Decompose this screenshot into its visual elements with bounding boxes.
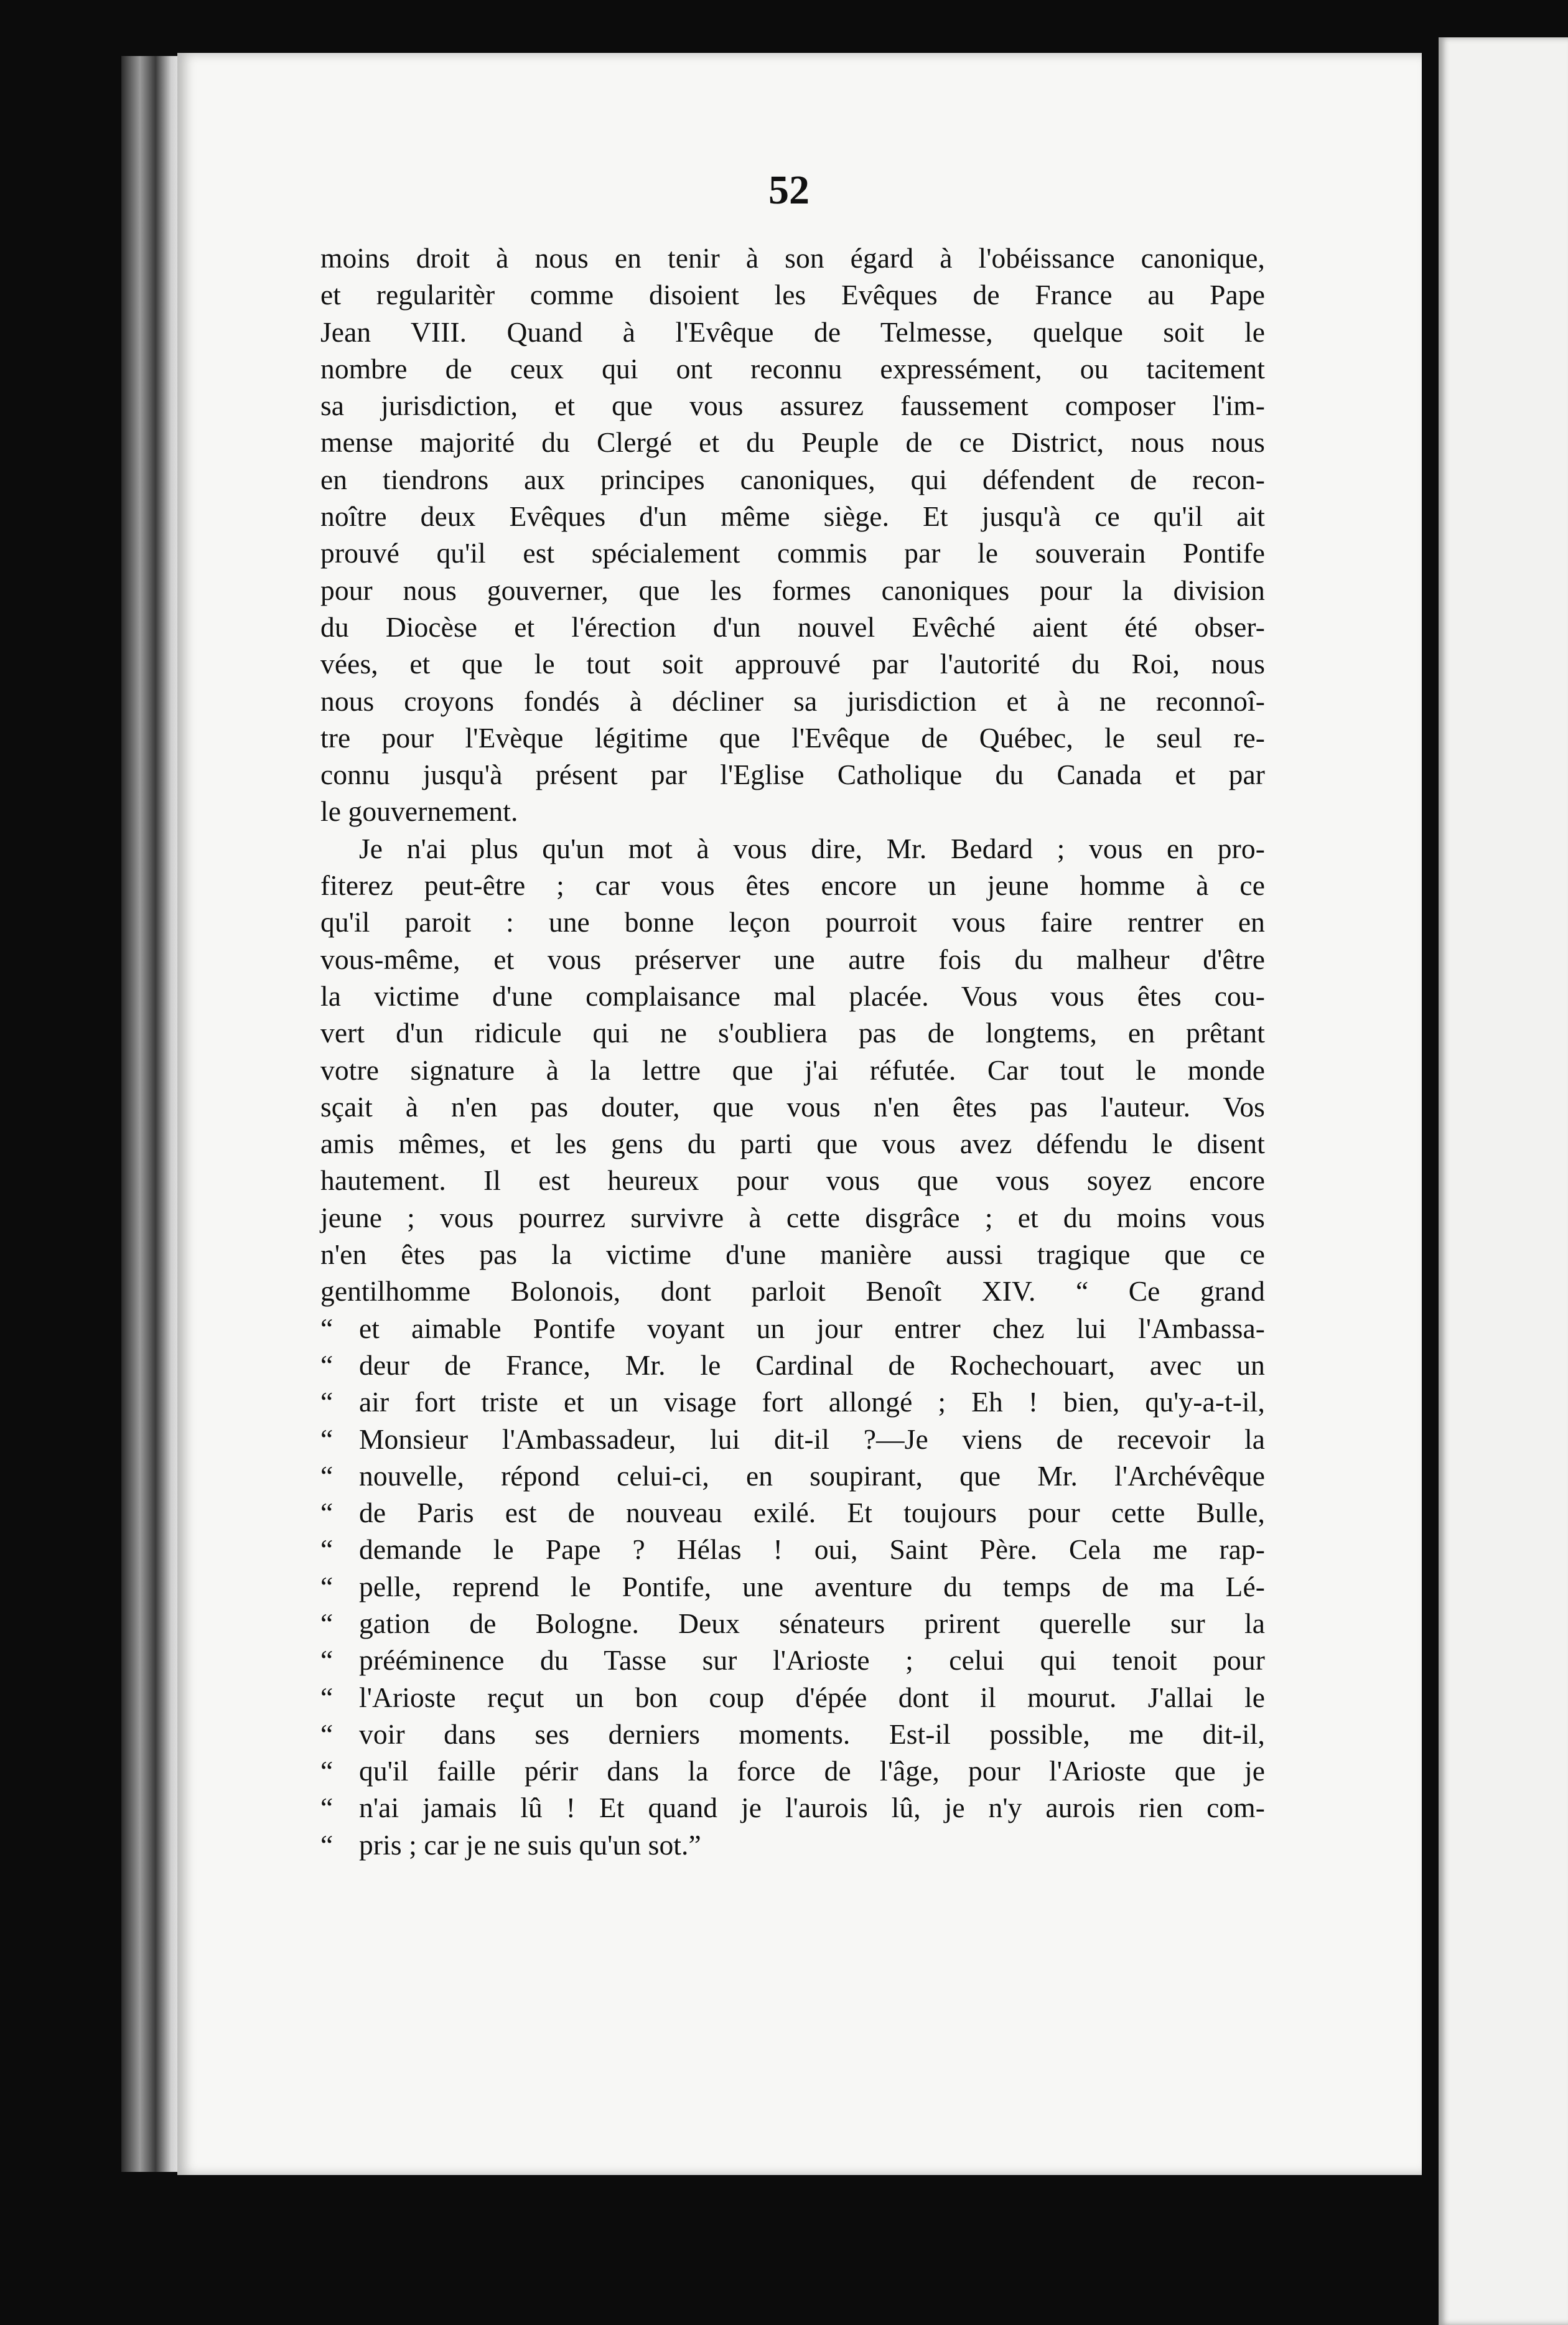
text-line: pour nous gouverner, que les formes canoniques pour la division [320, 574, 1265, 606]
body-text [320, 240, 1265, 1863]
text-line: connu jusqu'à présent par l'Eglise Catholique du Canada et par [320, 759, 1265, 791]
text-line: “ gation de Bologne. Deux sénateurs prirent querelle sur la [320, 1605, 1265, 1642]
text-line: en tiendrons aux principes canoniques, qui défendent de recon- [320, 463, 1265, 495]
text-line: qu'il paroit : une bonne leçon pourroit vous faire rentrer en [320, 906, 1265, 938]
text-line: “ pris ; car je ne suis qu'un sot.” [320, 1827, 1265, 1863]
text-line: fiterez peut-être ; car vous êtes encore un jeune homme à ce [320, 869, 1265, 902]
text-line: “ Monsieur l'Ambassadeur, lui dit-il ?—Je viens de recevoir la [320, 1421, 1265, 1457]
text-line: nous croyons fondés à décliner sa jurisdiction et à ne reconnoî- [320, 685, 1265, 717]
text-line: gentilhomme Bolonois, dont parloit Benoît XIV. “ Ce grand [320, 1275, 1265, 1308]
facing-page-edge [1439, 37, 1568, 2325]
text-line: n'en êtes pas la victime d'une manière aussi tragique que ce [320, 1238, 1265, 1271]
text-line: “ de Paris est de nouveau exilé. Et toujours pour cette Bulle, [320, 1494, 1265, 1531]
text-line: prouvé qu'il est spécialement commis par le souverain Pontife [320, 537, 1265, 569]
page-number: 52 [768, 167, 810, 213]
text-line: “ prééminence du Tasse sur l'Arioste ; celui qui tenoit pour [320, 1642, 1265, 1678]
text-line: “ l'Arioste reçut un bon coup d'épée dont il mourut. J'allai le [320, 1679, 1265, 1716]
text-line: sa jurisdiction, et que vous assurez faussement composer l'im- [320, 390, 1265, 422]
text-line: “ qu'il faille périr dans la force de l'âge, pour l'Arioste que je [320, 1752, 1265, 1789]
text-line: nombre de ceux qui ont reconnu expressément, ou tacitement [320, 352, 1265, 385]
text-line: jeune ; vous pourrez survivre à cette disgrâce ; et du moins vous [320, 1201, 1265, 1233]
text-line: “ demande le Pape ? Hélas ! oui, Saint Père. Cela me rap- [320, 1531, 1265, 1568]
text-line: “ pelle, reprend le Pontife, une aventure du temps de ma Lé- [320, 1568, 1265, 1605]
text-line: “ n'ai jamais lû ! Et quand je l'aurois lû, je n'y aurois rien com- [320, 1789, 1265, 1826]
text-line: moins droit à nous en tenir à son égard à l'obéissance canonique, [320, 242, 1265, 274]
text-line: mense majorité du Clergé et du Peuple de ce District, nous nous [320, 426, 1265, 459]
text-line: “ et aimable Pontife voyant un jour entrer chez lui l'Ambassa- [320, 1310, 1265, 1347]
text-line: le gouvernement. [320, 795, 518, 828]
page-edge-shadow [121, 56, 184, 2172]
text-line: et regularitèr comme disoient les Evêques de France au Pape [320, 279, 1265, 311]
text-line: “ air fort triste et un visage fort allongé ; Eh ! bien, qu'y-a-t-il, [320, 1383, 1265, 1420]
text-line: hautement. Il est heureux pour vous que vous soyez encore [320, 1164, 1265, 1197]
text-line: amis mêmes, et les gens du parti que vous avez défendu le disent [320, 1128, 1265, 1160]
text-line: du Diocèse et l'érection d'un nouvel Evêché aient été obser- [320, 610, 1265, 643]
text-line: Jean VIII. Quand à l'Evêque de Telmesse, quelque soit le [320, 316, 1265, 348]
text-line: vert d'un ridicule qui ne s'oubliera pas de longtems, en prêtant [320, 1017, 1265, 1049]
text-line: tre pour l'Evèque légitime que l'Evêque de Québec, le seul re- [320, 721, 1265, 754]
text-line: sçait à n'en pas douter, que vous n'en êtes pas l'auteur. Vos [320, 1090, 1265, 1123]
text-line: votre signature à la lettre que j'ai réfutée. Car tout le monde [320, 1054, 1265, 1086]
text-line: “ deur de France, Mr. le Cardinal de Rochechouart, avec un [320, 1347, 1265, 1383]
text-line: la victime d'une complaisance mal placée. Vous vous êtes cou- [320, 980, 1265, 1012]
text-line: Je n'ai plus qu'un mot à vous dire, Mr. Bedard ; vous en pro- [359, 832, 1265, 864]
text-line: vous-même, et vous préserver une autre fois du malheur d'être [320, 943, 1265, 975]
text-line: “ nouvelle, répond celui-ci, en soupirant, que Mr. l'Archévêque [320, 1457, 1265, 1494]
text-line: noître deux Evêques d'un même siège. Et jusqu'à ce qu'il ait [320, 500, 1265, 533]
text-line: vées, et que le tout soit approuvé par l'autorité du Roi, nous [320, 648, 1265, 680]
text-line: “ voir dans ses derniers moments. Est-il possible, me dit-il, [320, 1716, 1265, 1752]
